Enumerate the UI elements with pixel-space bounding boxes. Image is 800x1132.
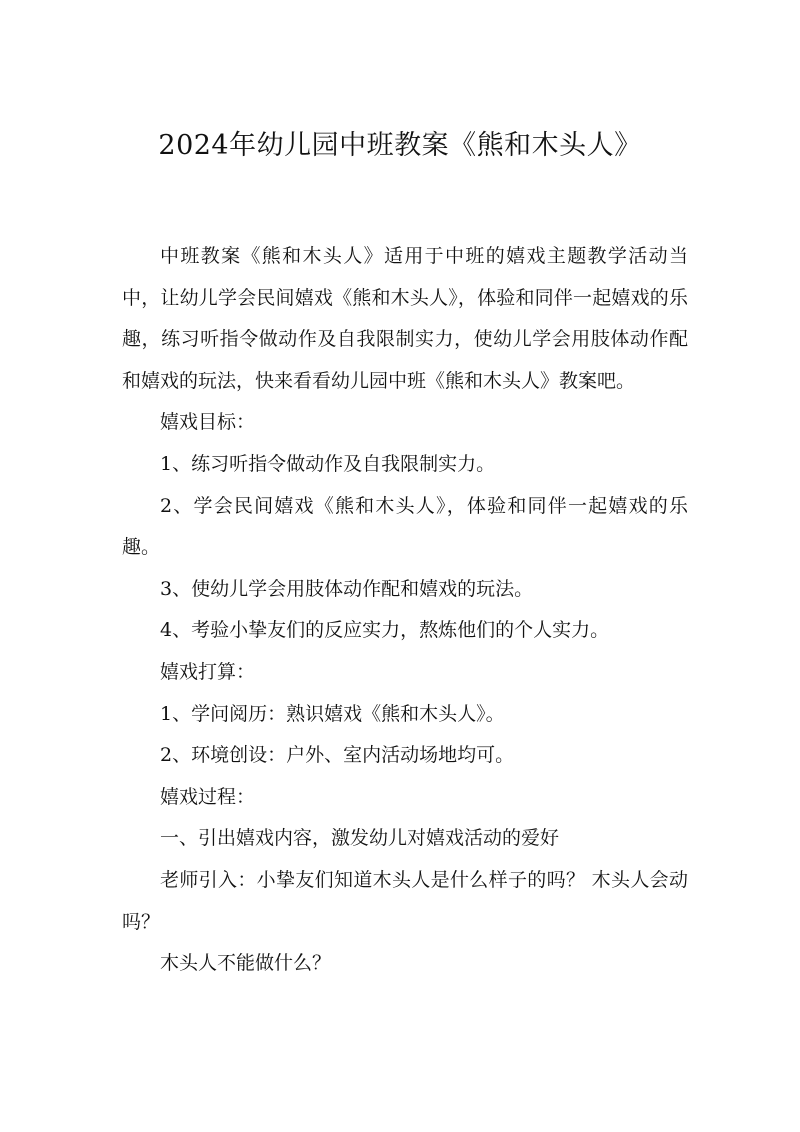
process-paragraph: 老师引入：小挚友们知道木头人是什么样子的吗？ 木头人会动吗？	[122, 868, 688, 933]
section-heading-process: 嬉戏过程：	[160, 785, 256, 808]
goal-item: 1、练习听指令做动作及自我限制实力。	[160, 452, 496, 475]
section-heading-preparation: 嬉戏打算：	[160, 660, 256, 683]
process-paragraph: 木头人不能做什么？	[160, 952, 332, 975]
goal-item: 3、使幼儿学会用肢体动作配和嬉戏的玩法。	[160, 577, 534, 600]
goal-item: 4、考验小挚友们的反应实力，熬炼他们的个人实力。	[160, 619, 610, 642]
intro-paragraph: 中班教案《熊和木头人》适用于中班的嬉戏主题教学活动当中，让幼儿学会民间嬉戏《熊和木头人》，体验和同伴一起嬉戏的乐趣，练习听指令做动作及自我限制实力，使幼儿学会用肢体动作配和嬉戏的玩法，快来看看幼儿园中班《熊和木头人》教案吧。	[122, 245, 688, 392]
preparation-item: 1、学问阅历：熟识嬉戏《熊和木头人》。	[160, 702, 505, 725]
section-heading-goals: 嬉戏目标：	[160, 411, 256, 434]
goal-item: 2、学会民间嬉戏《熊和木头人》，体验和同伴一起嬉戏的乐趣。	[122, 494, 688, 559]
document-title: 2024年幼儿园中班教案《熊和木头人》	[158, 130, 642, 161]
preparation-item: 2、环境创设：户外、室内活动场地均可。	[160, 744, 515, 767]
document-body	[122, 236, 688, 985]
process-step: 一、引出嬉戏内容，激发幼儿对嬉戏活动的爱好	[160, 827, 560, 850]
